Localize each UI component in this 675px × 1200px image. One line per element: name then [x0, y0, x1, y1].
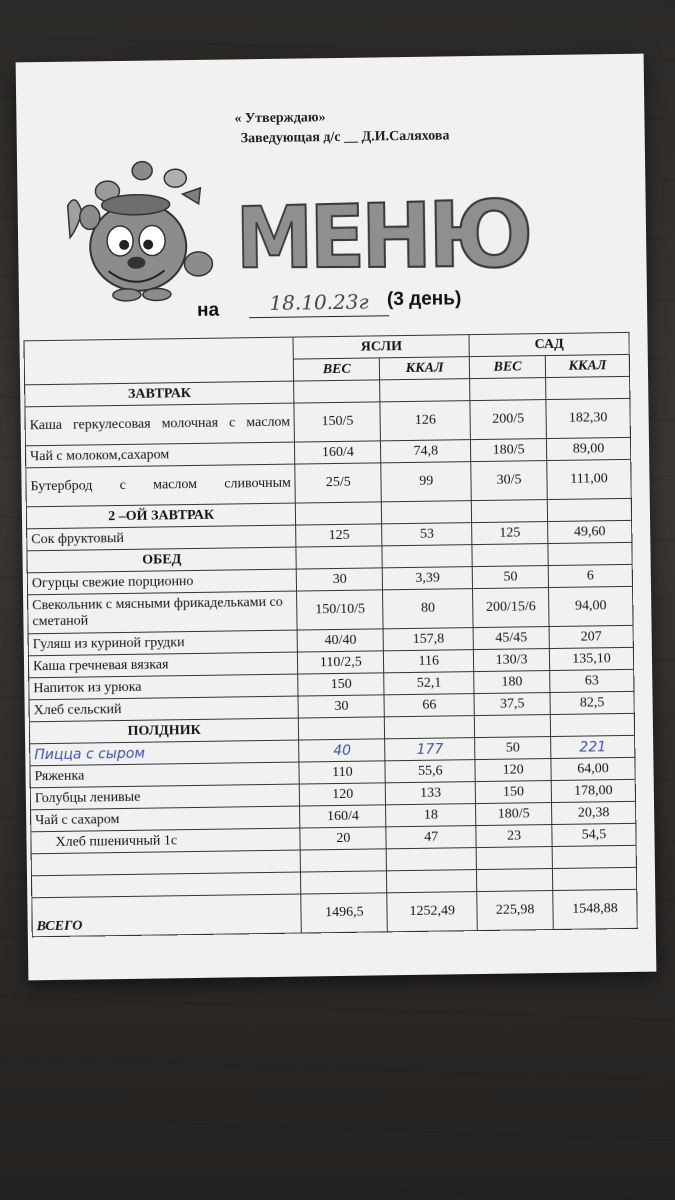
nursery-weight: 110/2,5	[298, 651, 384, 674]
nursery-kcal: 66	[384, 694, 474, 717]
kindergarten-kcal: 207	[549, 625, 633, 648]
handwritten-dish-name: Пицца с сыром	[30, 740, 300, 766]
kindergarten-kcal: 6	[548, 564, 632, 587]
kindergarten-weight: 125	[472, 522, 548, 545]
dish-name: Огурцы свежие порционно	[27, 569, 297, 595]
nursery-weight: 30	[297, 568, 383, 591]
nursery-kcal: 116	[384, 650, 474, 673]
section-breakfast: ЗАВТРАК	[25, 381, 295, 407]
nursery-weight: 150	[298, 673, 384, 696]
nursery-weight: 20	[300, 827, 386, 850]
nursery-kcal: 53	[382, 523, 472, 546]
nursery-weight: 160/4	[300, 805, 386, 828]
nursery-weight: 40	[299, 739, 385, 762]
menu-sheet	[16, 54, 657, 981]
group-kindergarten: САД	[469, 332, 629, 356]
col-kcal: ККАЛ	[380, 357, 470, 380]
menu-table	[24, 332, 638, 937]
kindergarten-weight: 180/5	[471, 439, 547, 462]
approval-block	[16, 106, 644, 147]
approve-line: « Утверждаю»	[234, 110, 326, 127]
menu-title: МЕНЮ	[235, 180, 530, 289]
dish-name: Каша геркулесовая молочная с маслом	[25, 403, 295, 446]
nursery-kcal: 157,8	[383, 628, 473, 651]
col-kcal: ККАЛ	[545, 354, 629, 377]
nursery-weight: 25/5	[295, 463, 381, 503]
kindergarten-kcal: 111,00	[547, 459, 631, 499]
nursery-kcal: 47	[386, 826, 476, 849]
dish-name: Напиток из урюка	[29, 674, 299, 700]
name-header	[24, 337, 294, 385]
head-line: Заведующая д/с __ Д.И.Саляхова	[240, 128, 450, 147]
nursery-kcal: 55,6	[385, 760, 475, 783]
kindergarten-weight: 120	[475, 759, 551, 782]
kindergarten-kcal: 82,5	[550, 691, 634, 714]
dish-name: Свекольник с мясными фрикадельками со сметаной	[28, 591, 298, 634]
nursery-kcal: 52,1	[384, 672, 474, 695]
nursery-weight: 160/4	[295, 441, 381, 464]
col-weight: ВЕС	[469, 356, 545, 379]
kindergarten-kcal: 20,38	[552, 801, 636, 824]
dish-name: Хлеб пшеничный 1с	[31, 828, 301, 854]
total-nursery-weight: 1496,5	[301, 893, 387, 933]
dish-name: Бутерброд с маслом сливочным	[26, 464, 296, 507]
total-nursery-kcal: 1252,49	[387, 892, 477, 932]
nursery-kcal: 99	[381, 462, 471, 502]
nursery-weight: 110	[299, 761, 385, 784]
nursery-kcal: 18	[386, 804, 476, 827]
kindergarten-kcal: 63	[550, 669, 634, 692]
total-row	[32, 889, 637, 936]
kindergarten-kcal: 89,00	[547, 437, 631, 460]
dish-name: Ряженка	[30, 762, 300, 788]
kindergarten-weight: 23	[476, 825, 552, 848]
dish-name: Сок фруктовый	[27, 525, 297, 551]
nursery-weight: 125	[296, 524, 382, 547]
kindergarten-kcal: 94,00	[549, 586, 633, 626]
dish-name: Каша гречневая вязкая	[28, 652, 298, 678]
nursery-kcal: 3,39	[383, 567, 473, 590]
nursery-weight: 120	[300, 783, 386, 806]
nursery-kcal: 133	[386, 782, 476, 805]
kindergarten-weight: 180	[474, 671, 550, 694]
group-nursery: ЯСЛИ	[293, 335, 469, 359]
nursery-kcal: 177	[385, 738, 475, 761]
nursery-kcal: 74,8	[381, 440, 471, 463]
kindergarten-weight: 150	[475, 781, 551, 804]
kindergarten-kcal: 135,10	[549, 647, 633, 670]
total-kindergarten-weight: 225,98	[477, 891, 553, 931]
total-label: ВСЕГО	[32, 894, 302, 937]
kindergarten-weight: 180/5	[476, 803, 552, 826]
dish-name: Гуляш из куриной грудки	[28, 630, 298, 656]
kindergarten-kcal: 54,5	[552, 823, 636, 846]
kindergarten-weight: 200/15/6	[473, 588, 549, 628]
nursery-kcal: 126	[380, 401, 470, 441]
mascot-illustration	[47, 156, 224, 303]
kindergarten-kcal: 221	[551, 735, 635, 758]
handwritten-date: 18.10.23г	[249, 289, 389, 318]
kindergarten-weight: 200/5	[470, 400, 546, 440]
kindergarten-weight: 45/45	[473, 627, 549, 650]
dish-name: Чай с молоком,сахаром	[25, 442, 295, 468]
menu-day: (3 день)	[386, 288, 462, 311]
nursery-kcal: 80	[383, 589, 473, 629]
kindergarten-weight: 37,5	[474, 693, 550, 716]
dish-name: Голубцы ленивые	[30, 784, 300, 810]
total-kindergarten-kcal: 1548,88	[553, 889, 637, 929]
kindergarten-kcal: 64,00	[551, 757, 635, 780]
dish-name: Хлеб сельский	[29, 696, 299, 722]
kindergarten-kcal: 178,00	[551, 779, 635, 802]
kindergarten-weight: 30/5	[471, 461, 547, 501]
section-snack: ПОЛДНИК	[29, 718, 299, 744]
col-weight: ВЕС	[294, 358, 380, 381]
kindergarten-kcal: 49,60	[548, 520, 632, 543]
section-lunch: ОБЕД	[27, 547, 297, 573]
nursery-weight: 30	[298, 695, 384, 718]
kindergarten-kcal: 182,30	[546, 398, 630, 438]
section-second-breakfast: 2 –ОЙ ЗАВТРАК	[26, 503, 296, 529]
nursery-weight: 150/10/5	[297, 590, 383, 630]
kindergarten-weight: 50	[472, 566, 548, 589]
nursery-weight: 40/40	[297, 629, 383, 652]
dish-name: Чай с сахаром	[31, 806, 301, 832]
nursery-weight: 150/5	[294, 402, 380, 442]
date-prefix: на	[196, 299, 220, 321]
kindergarten-weight: 50	[475, 737, 551, 760]
kindergarten-weight: 130/3	[474, 649, 550, 672]
